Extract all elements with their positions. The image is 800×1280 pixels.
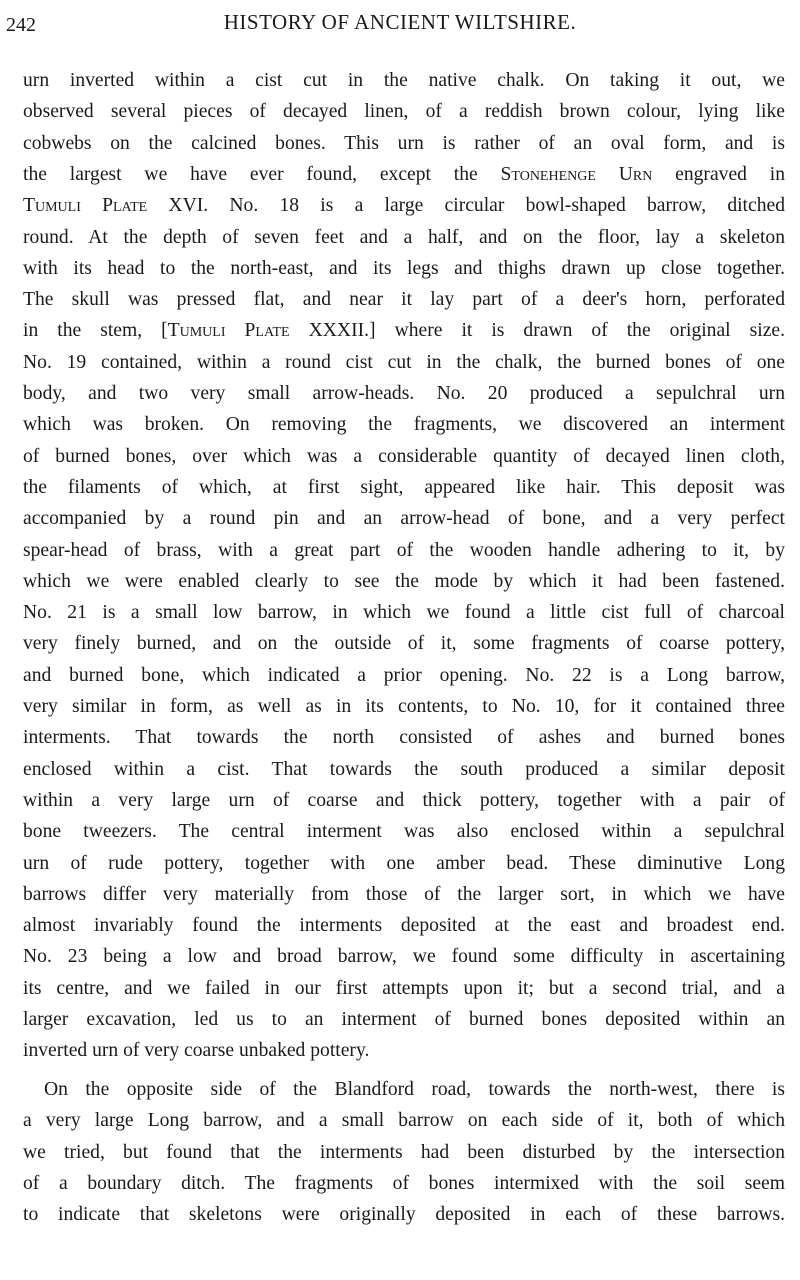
text-segment: The skull was pressed flat, and near it lay part of a deer's horn, perforated: [23, 289, 785, 311]
small-caps-text: Stonehenge Urn: [500, 163, 653, 185]
page-number: 242: [6, 14, 36, 36]
text-segment: No. 19 contained, within a round cist cut in the chalk, the burned bones of one: [23, 351, 785, 373]
text-segment: cobwebs on the calcined bones. This urn is rather of an oval form, and is: [23, 132, 785, 154]
text-segment: accompanied by a round pin and an arrow-head of bone, and a very perfect: [23, 508, 785, 530]
text-line: [23, 911, 785, 941]
text-segment: barrows differ very materially from those of the larger sort, in which we have: [23, 883, 785, 905]
text-line: [23, 536, 785, 566]
text-segment: bone tweezers. The central interment was also enclosed within a sepulchral: [23, 821, 785, 843]
text-line: [23, 942, 785, 972]
text-line: [23, 504, 785, 534]
text-line: [23, 129, 785, 159]
text-line: [23, 1169, 785, 1199]
text-segment: No. 21 is a small low barrow, in which we found a little cist full of charcoal: [23, 602, 785, 624]
text-segment: we tried, but found that the interments had been disturbed by the intersection: [23, 1141, 785, 1163]
text-line: [23, 880, 785, 910]
text-segment: with its head to the north-east, and its legs and thighs drawn up close together.: [23, 257, 785, 279]
running-title: HISTORY OF ANCIENT WILTSHIRE.: [223, 10, 577, 34]
text-line: [23, 1005, 785, 1035]
text-segment: spear-head of brass, with a great part of the wooden handle adhering to it, by: [23, 539, 785, 561]
small-caps-text: Tumuli Plate: [23, 195, 148, 217]
text-segment: the largest we have ever found, except the: [23, 163, 501, 185]
text-segment: which was broken. On removing the fragments, we discovered an interment: [23, 414, 785, 436]
text-line: [23, 379, 785, 409]
text-segment: No. 23 being a low and broad barrow, we found some difficulty in ascertaining: [23, 946, 785, 968]
text-line: [23, 723, 785, 753]
text-line: [23, 1036, 785, 1066]
text-segment: XVI. No. 18 is a large circular bowl-shaped barrow, ditched: [147, 195, 785, 217]
text-segment: its centre, and we failed in our first attempts upon it; but a second trial, and a: [23, 977, 785, 999]
text-segment: inverted urn of very coarse unbaked pottery.: [23, 1040, 370, 1062]
text-line: [23, 223, 785, 253]
text-line: [23, 1138, 785, 1168]
text-line: [23, 755, 785, 785]
text-segment: in the stem, [: [23, 320, 168, 342]
text-line: [23, 348, 785, 378]
text-line: [23, 629, 785, 659]
text-segment: urn of rude pottery, together with one amber bead. These diminutive Long: [23, 852, 785, 874]
text-segment: a very large Long barrow, and a small barrow on each side of it, both of which: [23, 1110, 785, 1132]
text-segment: and burned bone, which indicated a prior opening. No. 22 is a Long barrow,: [23, 664, 785, 686]
text-segment: of a boundary ditch. The fragments of bones intermixed with the soil seem: [23, 1172, 785, 1194]
text-segment: round. At the depth of seven feet and a half, and on the floor, lay a skeleton: [23, 226, 785, 248]
text-segment: body, and two very small arrow-heads. No. 20 produced a sepulchral urn: [23, 383, 785, 404]
text-segment: very finely burned, and on the outside of it, some fragments of coarse pottery,: [23, 633, 785, 655]
text-segment: to indicate that skeletons were originally deposited in each of these barrows.: [23, 1204, 785, 1226]
text-line: [44, 1075, 785, 1105]
text-segment: enclosed within a cist. That towards the south produced a similar deposit: [23, 758, 785, 780]
text-segment: almost invariably found the interments deposited at the east and broadest end.: [23, 915, 785, 937]
text-line: [23, 692, 785, 722]
text-line: [23, 567, 785, 597]
text-line: [23, 473, 785, 503]
text-line: [23, 254, 785, 284]
text-line: [23, 442, 785, 472]
text-line: [23, 786, 785, 816]
text-segment: engraved in: [652, 163, 785, 185]
text-segment: observed several pieces of decayed linen, of a reddish brown colour, lying like: [23, 101, 785, 123]
text-line: [23, 410, 785, 440]
text-segment: On the opposite side of the Blandford road, towards the north-west, there is: [44, 1079, 785, 1100]
text-segment: the filaments of which, at first sight, appeared like hair. This deposit was: [23, 476, 785, 498]
text-line: [23, 1106, 785, 1136]
text-segment: larger excavation, led us to an interment of burned bones deposited within an: [23, 1009, 785, 1030]
text-line: [23, 974, 785, 1004]
text-segment: interments. That towards the north consisted of ashes and burned bones: [23, 727, 785, 749]
text-line: [23, 849, 785, 879]
text-line: [23, 316, 785, 346]
text-segment: very similar in form, as well as in its contents, to No. 10, for it contained three: [23, 696, 785, 717]
text-segment: within a very large urn of coarse and thick pottery, together with a pair of: [23, 789, 785, 811]
text-line: [23, 598, 785, 628]
text-segment: which we were enabled clearly to see the mode by which it had been fastened.: [23, 570, 785, 592]
text-line: [23, 97, 785, 127]
small-caps-text: Tumuli Plate: [167, 320, 290, 342]
text-line: [23, 66, 785, 96]
text-line: [23, 817, 785, 847]
text-line: [23, 160, 785, 190]
text-line: [23, 1200, 785, 1230]
text-line: [23, 661, 785, 691]
text-line: [23, 285, 785, 315]
text-segment: XXXII.] where it is drawn of the original size.: [289, 320, 785, 342]
text-line: [23, 191, 785, 221]
text-segment: of burned bones, over which was a considerable quantity of decayed linen cloth,: [23, 445, 785, 467]
text-segment: urn inverted within a cist cut in the native chalk. On taking it out, we: [23, 70, 785, 91]
